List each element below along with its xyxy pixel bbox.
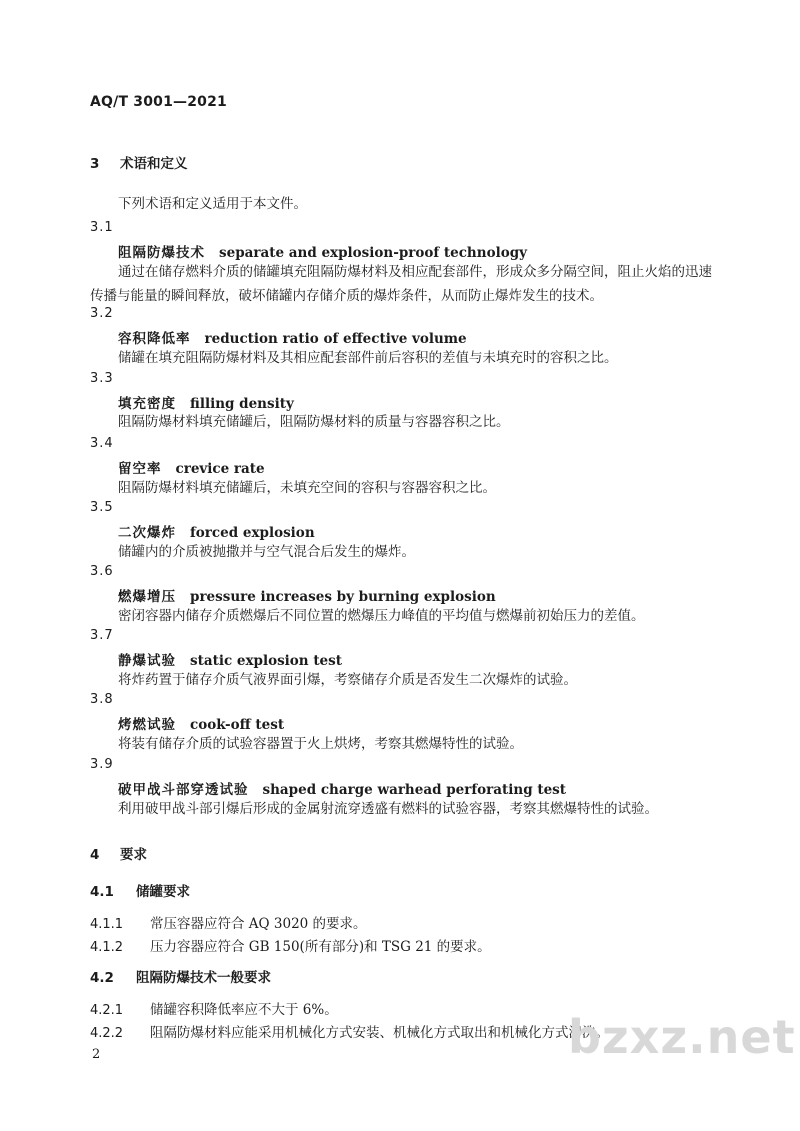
clause-number: 4.2.2 [90,1026,124,1041]
clause-4-1-2 [90,935,491,955]
term-heading [118,585,496,605]
term-zh: 二次爆炸 [118,525,176,541]
subsection-number: 4.1 [90,884,114,900]
term-heading [118,457,265,477]
term-heading [118,327,467,347]
term-number: 3.3 [90,371,114,386]
term-en: filling density [190,396,294,412]
term-number: 3.8 [90,692,114,707]
clause-4-2-1 [90,998,338,1018]
term-zh: 烤燃试验 [118,717,176,733]
term-number: 3.7 [90,628,114,643]
term-definition: 将炸药置于储存介质气液界面引爆，考察储存介质是否发生二次爆炸的试验。 [118,672,577,688]
clause-4-2-2 [90,1021,609,1041]
term-definition: 通过在储存燃料介质的储罐填充阻隔防爆材料及相应配套部件，形成众多分隔空间，阻止火焰的迅速传播与能量的瞬间释放，破坏储罐内存储介质的爆炸条件，从而防止爆炸发生的技术。 [90,264,712,304]
clause-number: 4.2.1 [90,1003,124,1018]
subsection-number: 4.2 [90,970,114,986]
term-definition: 密闭容器内储存介质燃爆后不同位置的燃爆压力峰值的平均值与燃爆前初始压力的差值。 [118,608,645,624]
page-number: 2 [92,1047,101,1062]
term-number: 3.4 [90,436,114,451]
section-4-2-heading [90,966,271,986]
section-number: 4 [90,847,100,863]
term-en: cook-off test [190,717,285,733]
term-definition: 利用破甲战斗部引爆后形成的金属射流穿透盛有燃料的试验容器，考察其燃爆特性的试验。 [118,801,658,817]
term-en: crevice rate [175,461,265,477]
term-definition: 阻隔防爆材料填充储罐后，阻隔防爆材料的质量与容器容积之比。 [118,414,510,430]
section-number: 3 [90,156,100,172]
section-3-intro: 下列术语和定义适用于本文件。 [118,196,307,212]
term-en: forced explosion [190,525,315,541]
clause-number: 4.1.2 [90,940,124,955]
clause-text: 阻隔防爆材料应能采用机械化方式安装、机械化方式取出和机械化方式清洗。 [150,1025,609,1041]
term-definition: 储罐在填充阻隔防爆材料及其相应配套部件前后容积的差值与未填充时的容积之比。 [118,350,618,366]
subsection-title: 储罐要求 [136,884,190,900]
term-zh: 破甲战斗部穿透试验 [118,782,249,798]
term-zh: 容积降低率 [118,331,191,347]
term-en: static explosion test [190,653,342,669]
term-heading [118,241,527,261]
term-heading [118,392,294,412]
term-heading [118,713,284,733]
clause-number: 4.1.1 [90,917,124,932]
term-en: separate and explosion-proof technology [219,245,527,261]
term-zh: 留空率 [118,461,162,477]
term-zh: 阻隔防爆技术 [118,245,205,261]
term-zh: 静爆试验 [118,653,176,669]
term-definition: 储罐内的介质被抛撒并与空气混合后发生的爆炸。 [118,544,415,560]
section-title: 要求 [120,847,147,863]
term-en: reduction ratio of effective volume [204,331,467,347]
term-en: pressure increases by burning explosion [190,589,496,605]
standard-code: AQ/T 3001—2021 [90,94,228,110]
term-heading [118,649,342,669]
section-4-1-heading [90,880,190,900]
clause-text: 常压容器应符合 AQ 3020 的要求。 [150,916,367,932]
term-number: 3.9 [90,757,114,772]
term-zh: 填充密度 [118,396,176,412]
section-title: 术语和定义 [120,156,188,172]
clause-4-1-1 [90,912,367,932]
subsection-title: 阻隔防爆技术一般要求 [136,970,271,986]
term-heading [118,521,315,541]
term-zh: 燃爆增压 [118,589,176,605]
section-3-heading [90,152,188,172]
term-number: 3.1 [90,220,114,235]
term-heading [118,778,566,798]
clause-text: 储罐容积降低率应不大于 6%。 [150,1002,338,1018]
term-en: shaped charge warhead perforating test [262,782,567,798]
clause-text: 压力容器应符合 GB 150(所有部分)和 TSG 21 的要求。 [150,939,491,955]
term-number: 3.6 [90,564,114,579]
watermark: bzxz.net [568,1010,796,1064]
section-4-heading [90,843,147,863]
term-definition: 阻隔防爆材料填充储罐后，未填充空间的容积与容器容积之比。 [118,480,496,496]
term-number: 3.2 [90,306,114,321]
term-definition: 将装有储存介质的试验容器置于火上烘烤，考察其燃爆特性的试验。 [118,736,523,752]
term-number: 3.5 [90,500,114,515]
